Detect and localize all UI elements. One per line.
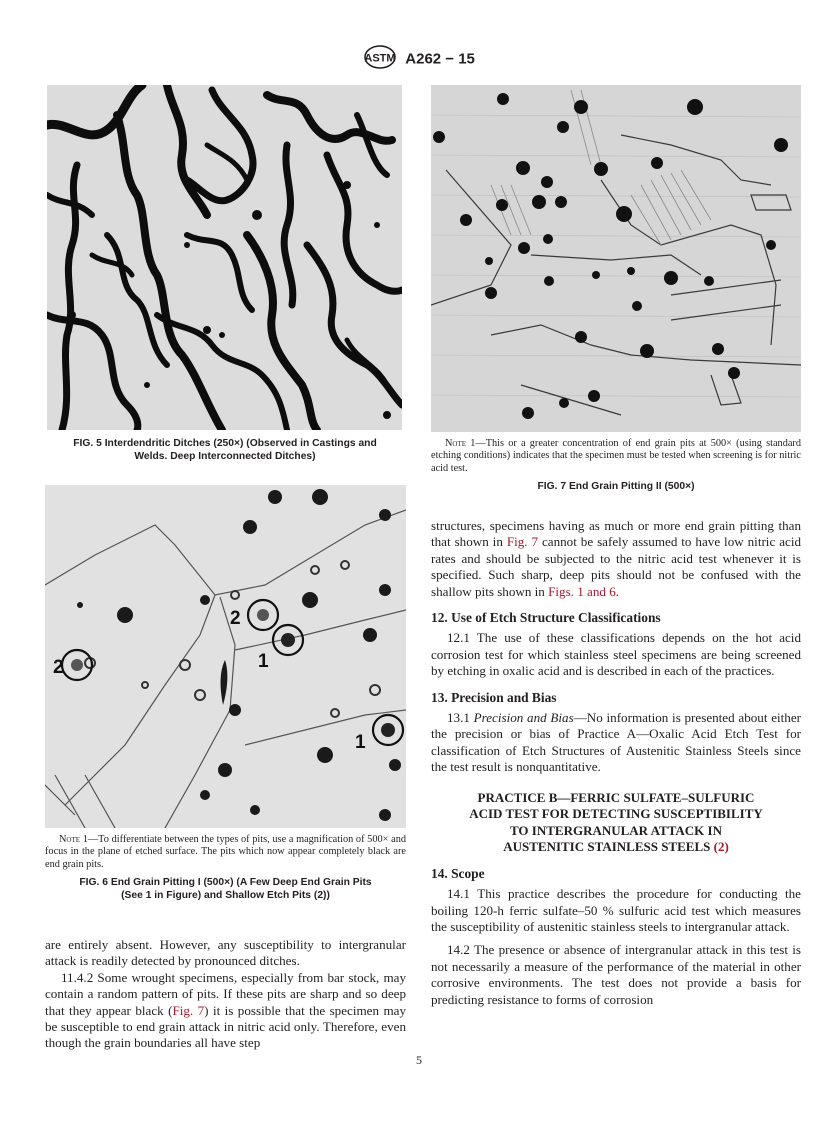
astm-logo-icon bbox=[363, 44, 397, 74]
paragraph-13-1: 13.1 Precision and Bias—No information is presented about either the precision or bias of Practice A—Oxalic Acid Etch Test for classification of Etch Structures of Austenitic Stainless Steels since the test result is nonquantitative. bbox=[431, 710, 802, 775]
reference-2-link[interactable]: (2) bbox=[713, 839, 729, 855]
fig6-micrograph bbox=[45, 485, 406, 828]
standard-designation: A262 − 15 bbox=[405, 50, 475, 68]
fig6-note-label: Note 1 bbox=[59, 834, 88, 845]
fig6-note bbox=[45, 834, 406, 871]
left-column-text bbox=[45, 937, 406, 1059]
fig5-caption bbox=[44, 437, 406, 463]
paragraph-ditches: are entirely absent. However, any susceptibility to intergranular attack is readily detected by pronounced ditches. bbox=[45, 937, 406, 969]
fig7-note bbox=[431, 438, 801, 475]
paragraph-14-1: 14.1 This practice describes the procedure for conducting the boiling 120-h ferric sulfate–50 % sulfuric acid test which measures the susceptibility of austenitic stainless steels to intergranular attack. bbox=[431, 886, 801, 934]
paragraph-11-4-2: 11.4.2 Some wrought specimens, especially from bar stock, may contain a random pattern of pits. If these pits are sharp and so deep that they appear black (Fig. 7) it is possible that the specimen may be susceptible to end grain attack in nitric acid only. Therefore, even though the grain boundaries all have step bbox=[45, 969, 406, 1051]
page-number: 5 bbox=[416, 1053, 422, 1067]
right-column-text bbox=[431, 518, 801, 1015]
fig7-link[interactable]: Fig. 7 bbox=[506, 534, 539, 550]
fig7-link[interactable]: Fig. 7 bbox=[172, 1002, 205, 1018]
fig7-micrograph bbox=[431, 85, 801, 432]
fig6-label-2-center: 2 bbox=[230, 608, 241, 629]
fig6-caption-line1: FIG. 6 End Grain Pitting I (500×) (A Few Deep End Grain Pits bbox=[79, 877, 372, 888]
page-header bbox=[0, 44, 838, 74]
fig7-note-label: Note 1 bbox=[445, 438, 476, 449]
fig5-caption-line1: FIG. 5 Interdendritic Ditches (250×) (Observed in Castings and bbox=[73, 438, 377, 449]
fig6-note-text: —To differentiate between the types of pits, use a magnification of 500× and focus in the plane of etched surface. The pits which now appear completely black are end grain pits. bbox=[45, 834, 406, 870]
fig6-label-1-right: 1 bbox=[355, 732, 366, 753]
paragraph-14-2: 14.2 The presence or absence of intergranular attack in this test is not necessarily a measure of the performance of the material in other corrosive environments. The test does not provide a basis for predicting resistance to forms of corrosion bbox=[431, 942, 801, 1007]
fig7-caption: FIG. 7 End Grain Pitting II (500×) bbox=[537, 481, 695, 492]
paragraph-step-structures: structures, specimens having as much or more end grain pitting than that shown in Fig. 7 cannot be safely assumed to have low nitric acid rates and should be subjected to the nitric acid test whenever it is specified. Such sharp, deep pits should not be confused with the shallow pits shown in Figs. 1 and 6. bbox=[431, 518, 801, 599]
fig6-label-2-left: 2 bbox=[53, 657, 64, 678]
svg-text:ASTM: ASTM bbox=[364, 52, 396, 65]
fig6-label-1-center: 1 bbox=[258, 651, 269, 672]
fig5-caption-line2: Welds. Deep Interconnected Ditches) bbox=[134, 451, 316, 462]
fig6-caption bbox=[45, 876, 406, 902]
section-13-heading: 13. Precision and Bias bbox=[431, 689, 557, 705]
section-12-heading: 12. Use of Etch Structure Classifications bbox=[431, 610, 661, 626]
fig5-micrograph bbox=[47, 85, 402, 430]
figs-1-and-6-link[interactable]: Figs. 1 and 6 bbox=[548, 583, 616, 599]
section-14-heading: 14. Scope bbox=[431, 865, 485, 881]
fig6-caption-line2: (See 1 in Figure) and Shallow Etch Pits (2)) bbox=[121, 890, 330, 901]
practice-b-heading: PRACTICE B—FERRIC SULFATE–SULFURIC ACID TEST FOR DETECTING SUSCEPTIBILITY TO INTERGRANULAR ATTACK IN AUSTENITIC STAINLESS STEELS (2) bbox=[469, 789, 763, 855]
fig7-note-text: —This or a greater concentration of end grain pits at 500× (using standard etching conditions) indicates that the specimen must be tested when screening is for nitric acid test. bbox=[431, 438, 801, 474]
paragraph-12-1: 12.1 The use of these classifications depends on the hot acid corrosion test for which stainless steel specimens are being screened by etching in oxalic acid and is described in each of the practices. bbox=[431, 630, 801, 679]
